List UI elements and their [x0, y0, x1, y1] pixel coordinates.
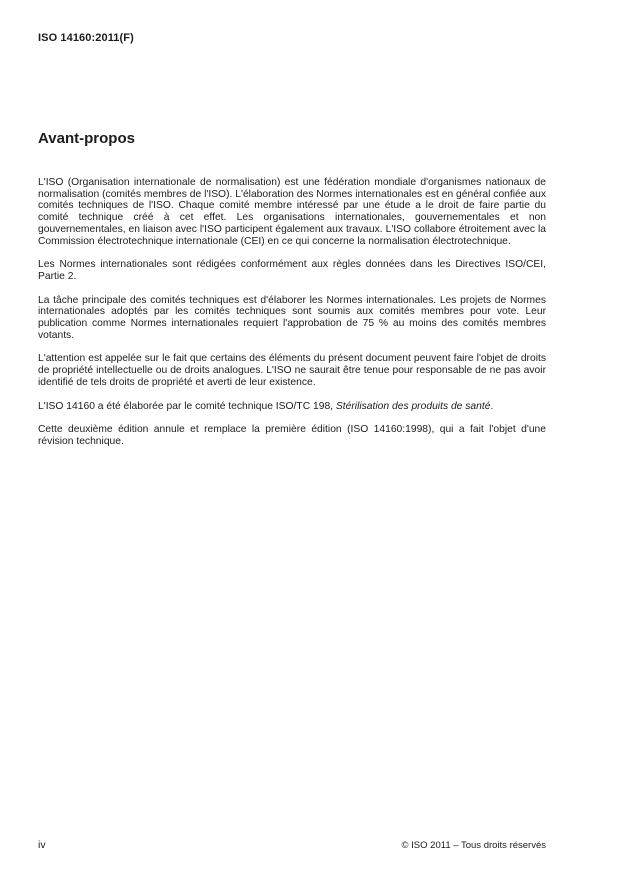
foreword-paragraph-second-edition: Cette deuxième édition annule et remplace la première édition (ISO 14160:1998), qui a fait l'objet d'une révision technique.: [38, 424, 546, 447]
foreword-paragraph-iso-federation: L'ISO (Organisation internationale de normalisation) est une fédération mondiale d'organismes nationaux de normalisation (comités membres de l'ISO). L'élaboration des Normes internationales est en général confiée aux comités techniques de l'ISO. Chaque comité membre intéressé par une étude a le droit de faire partie du comité technique créé à cet effet. Les organisations internationales, gouvernementales et non gouvernementales, en liaison avec l'ISO participent également aux travaux. L'ISO collabore étroitement avec la Commission électrotechnique internationale (CEI) en ce qui concerne la normalisation électrotechnique.: [38, 177, 546, 247]
foreword-paragraph-directives: Les Normes internationales sont rédigées conformément aux règles données dans les Directives ISO/CEI, Partie 2.: [38, 259, 546, 282]
tc-paragraph-suffix: .: [490, 400, 494, 412]
foreword-paragraph-patent-rights: L'attention est appelée sur le fait que certains des éléments du présent document peuvent faire l'objet de droits de propriété intellectuelle ou de droits analogues. L'ISO ne saurait être tenue pour responsable de ne pas avoir identifié de tels droits de propriété et averti de leur existence.: [38, 353, 546, 388]
tc-paragraph-prefix: L'ISO 14160 a été élaborée par le comité technique ISO/TC 198,: [38, 400, 336, 412]
document-reference-header: ISO 14160:2011(F): [38, 32, 134, 44]
page-number: iv: [38, 839, 46, 851]
foreword-paragraph-committees-task: La tâche principale des comités techniques est d'élaborer les Normes internationales. Les projets de Normes internationales adoptés par les comités techniques sont soumis aux comités membres pour vote. Leur publication comme Normes internationales requiert l'approbation de 75 % au moins des comités membres votants.: [38, 294, 546, 341]
foreword-paragraph-technical-committee: [38, 401, 546, 413]
foreword-section: [38, 130, 546, 460]
page-footer: [38, 839, 546, 851]
copyright-notice: © ISO 2011 – Tous droits réservés: [401, 840, 546, 851]
tc-paragraph-committee-name: Stérilisation des produits de santé: [335, 400, 491, 412]
foreword-title: Avant-propos: [38, 130, 135, 147]
